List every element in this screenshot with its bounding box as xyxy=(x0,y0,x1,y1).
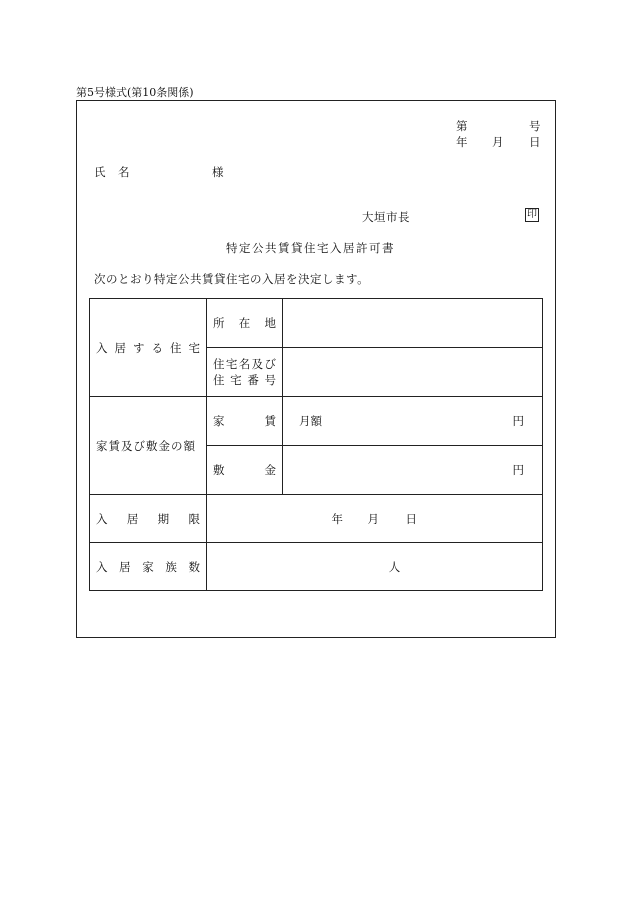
document-title: 特定公共賃貸住宅入居許可書 xyxy=(226,241,395,255)
period-month: 月 xyxy=(367,511,379,526)
rent-yen-unit: 円 xyxy=(512,414,524,428)
table-row xyxy=(90,397,543,446)
table-row xyxy=(90,495,543,543)
family-label: 入 居 家 族 数 xyxy=(96,559,200,574)
deposit-label-cell xyxy=(207,446,283,495)
housing-name-label-line1: 住 宅 名 及 び xyxy=(213,357,276,371)
housing-label-cell xyxy=(90,299,207,397)
issuer: 大垣市長 xyxy=(362,210,410,224)
date-year: 年 xyxy=(456,135,468,149)
date-month: 月 xyxy=(492,135,504,149)
period-year: 年 xyxy=(331,511,343,526)
rent-value-cell xyxy=(283,397,543,446)
period-day: 日 xyxy=(405,511,417,526)
location-value-cell xyxy=(283,299,543,348)
permit-table xyxy=(89,298,543,591)
family-label-cell xyxy=(90,543,207,591)
housing-name-value-cell xyxy=(283,348,543,397)
addressee-honorific: 様 xyxy=(212,165,224,179)
table-row xyxy=(90,543,543,591)
family-unit: 人 xyxy=(207,543,543,591)
period-label: 入 居 期 限 xyxy=(96,511,200,526)
table-row xyxy=(90,299,543,348)
doc-number-prefix: 第 xyxy=(456,119,468,133)
addressee-name-label: 氏 名 xyxy=(94,165,130,179)
period-label-cell xyxy=(90,495,207,543)
location-label-cell xyxy=(207,299,283,348)
rent-deposit-label: 家賃及び敷金の額 xyxy=(90,397,207,495)
location-label: 所 在 地 xyxy=(213,316,276,330)
seal-mark: 印 xyxy=(527,209,537,220)
deposit-label: 敷 金 xyxy=(213,463,276,477)
deposit-yen-unit: 円 xyxy=(283,446,543,495)
housing-name-label-cell xyxy=(207,348,283,397)
rent-label-cell xyxy=(207,397,283,446)
rent-monthly-label: 月額 xyxy=(299,414,322,428)
doc-number-suffix: 号 xyxy=(529,119,541,133)
document-body: 次のとおり特定公共賃貸住宅の入居を決定します。 xyxy=(94,272,370,286)
period-value-cell xyxy=(207,495,543,543)
rent-label: 家 賃 xyxy=(213,414,276,428)
housing-name-label-line2: 住 宅 番 号 xyxy=(213,373,276,387)
housing-label: 入 居 す る 住 宅 xyxy=(96,340,200,355)
form-label: 第5号様式(第10条関係) xyxy=(76,86,194,99)
date-day: 日 xyxy=(529,135,541,149)
